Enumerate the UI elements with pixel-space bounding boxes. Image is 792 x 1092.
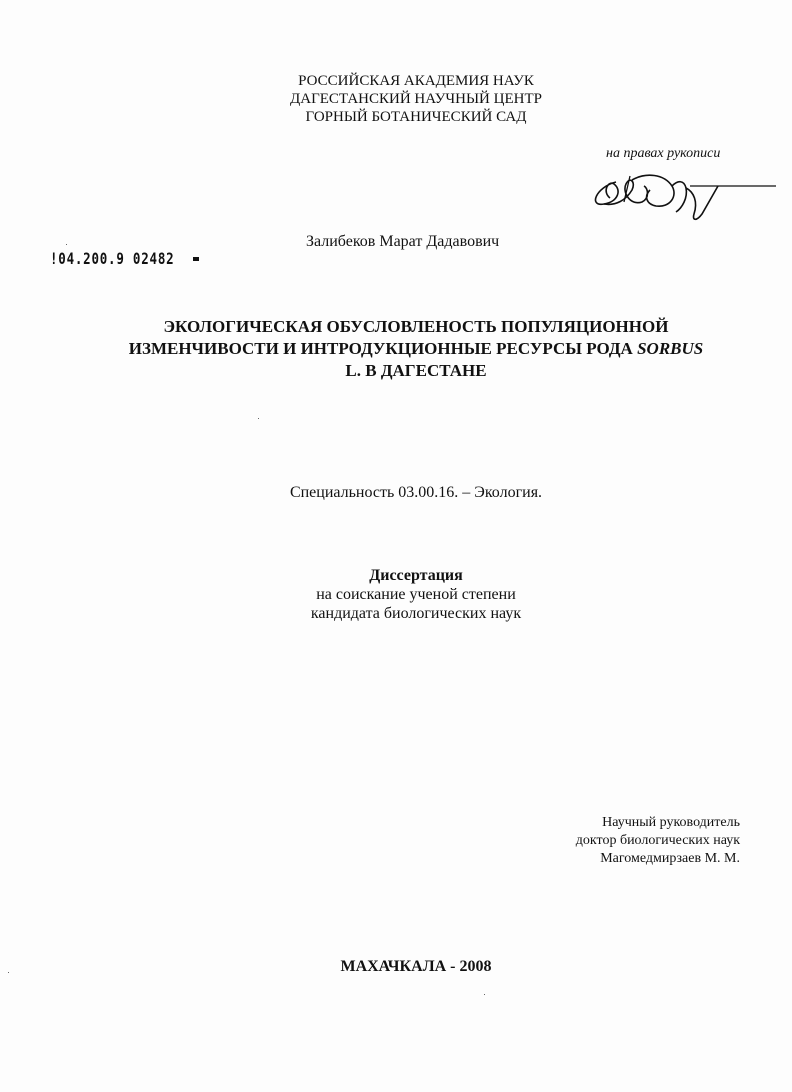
scan-speck (66, 244, 67, 245)
scan-speck (258, 418, 259, 419)
organization-garden: ГОРНЫЙ БОТАНИЧЕСКИЙ САД (305, 109, 527, 125)
supervisor-degree: доктор биологических наук (575, 833, 740, 848)
organization-center: ДАГЕСТАНСКИЙ НАУЧНЫЙ ЦЕНТР (290, 91, 542, 107)
city-year: МАХАЧКАЛА - 2008 (340, 958, 492, 975)
organization-header (20, 72, 792, 126)
manuscript-note: на правах рукописи (606, 146, 721, 161)
dissertation-title (20, 316, 792, 382)
title-line-3: L. В ДАГЕСТАНЕ (345, 361, 487, 380)
scan-speck (484, 994, 485, 995)
inventory-mark (193, 257, 199, 261)
title-latin-genus: SORBUS (637, 339, 704, 358)
title-line-2-text: ИЗМЕНЧИВОСТИ И ИНТРОДУКЦИОННЫЕ РЕСУРСЫ РОДА (128, 339, 638, 358)
degree-line-2: кандидата биологических наук (310, 605, 522, 622)
author-name: Залибеков Марат Дадавович (306, 233, 500, 250)
scan-speck (8, 972, 9, 973)
supervisor-name: Магомедмирзаев М. М. (600, 851, 740, 866)
title-line-2 (20, 338, 792, 360)
scientific-supervisor (576, 814, 740, 868)
specialty: Специальность 03.00.16. – Экология. (289, 484, 543, 501)
dissertation-degree (20, 566, 792, 623)
handwritten-signature (586, 162, 776, 232)
dissertation-heading: Диссертация (369, 567, 463, 584)
organization-academy: РОССИЙСКАЯ АКАДЕМИЯ НАУК (298, 73, 534, 89)
inventory-number: !04.200.9 02482 (50, 249, 175, 268)
supervisor-role: Научный руководитель (602, 815, 740, 830)
degree-line-1: на соискание ученой степени (316, 586, 516, 603)
title-line-1: ЭКОЛОГИЧЕСКАЯ ОБУСЛОВЛЕНОСТЬ ПОПУЛЯЦИОННОЙ (163, 317, 669, 336)
